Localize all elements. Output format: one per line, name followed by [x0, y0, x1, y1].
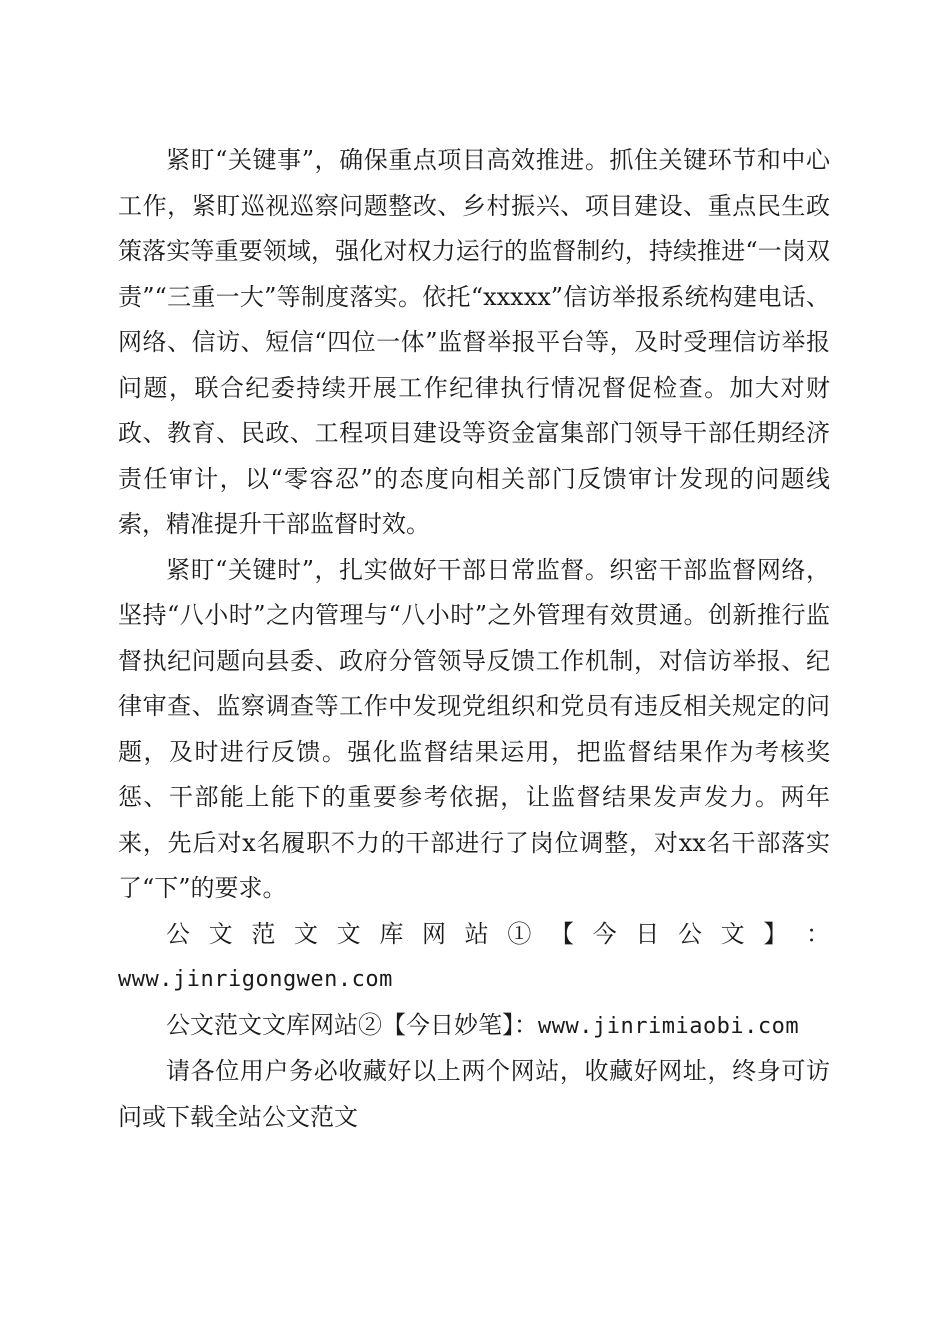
paragraph-key-matters: 紧盯“关键事”，确保重点项目高效推进。抓住关键环节和中心工作，紧盯巡视巡察问题整改、乡村振兴、项目建设、重点民生政策落实等重要领域，强化对权力运行的监督制约，持续推进“一岗双责”“三重一大”等制度落实。依托“xxxxx”信访举报系统构建电话、网络、信访、短信“四位一体”监督举报平台等，及时受理信访举报问题，联合纪委持续开展工作纪律执行情况督促检查。加大对财政、教育、民政、工程项目建设等资金富集部门领导干部任期经济责任审计，以“零容忍”的态度向相关部门反馈审计发现的问题线索，精准提升干部监督时效。: [118, 146, 830, 538]
site1-label: 公 文 范 文 文 库 网 站 ① 【 今 日 公 文 】 ：: [166, 919, 830, 948]
bookmark-notice: 请各位用户务必收藏好以上两个网站，收藏好网址，终身可访问或下载全站公文范文: [118, 1057, 830, 1131]
site2-line: [118, 1003, 830, 1050]
site1-url-link[interactable]: www.jinrigongwen.com: [118, 967, 393, 992]
document-body: [118, 138, 830, 1140]
site2-url-link[interactable]: www.jinrimiaobi.com: [538, 1013, 800, 1039]
site2-label: 公文范文文库网站②【今日妙笔】：: [166, 1010, 538, 1039]
paragraph-key-times: 紧盯“关键时”，扎实做好干部日常监督。织密干部监督网络，坚持“八小时”之内管理与“八小时”之外管理有效贯通。创新推行监督执纪问题向县委、政府分管领导反馈工作机制，对信访举报、纪律审查、监察调查等工作中发现党组织和党员有违反相关规定的问题，及时进行反馈。强化监督结果运用，把监督结果作为考核奖惩、干部能上能下的重要参考依据，让监督结果发声发力。两年来，先后对x名履职不力的干部进行了岗位调整，对xx名干部落实了“下”的要求。: [118, 555, 830, 902]
